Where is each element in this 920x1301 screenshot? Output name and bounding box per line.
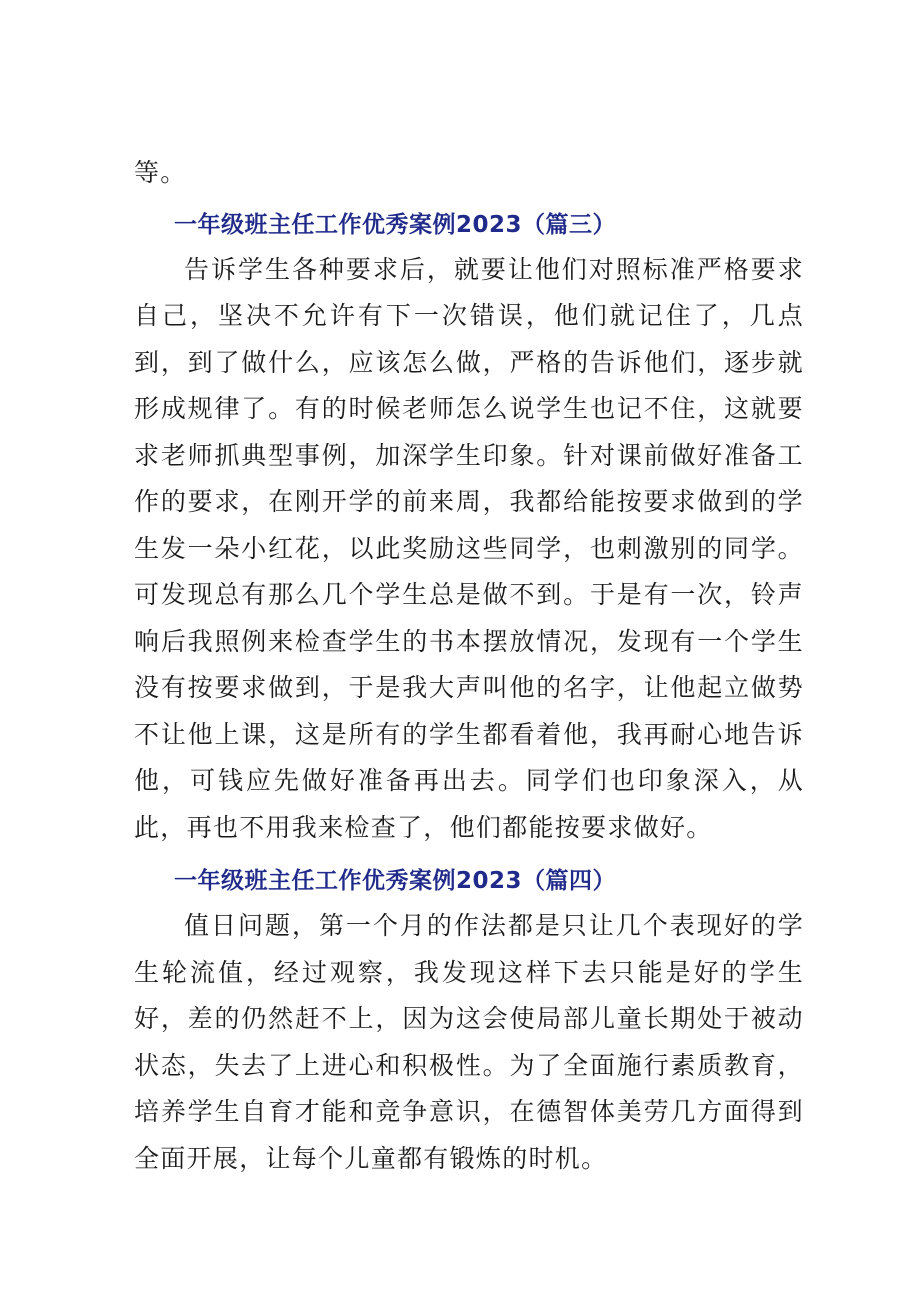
document-body: [134, 150, 804, 1182]
paragraph-fragment: 等。: [134, 158, 187, 187]
section-4-paragraph: 值日问题，第一个月的作法都是只让几个表现好的学生轮流值，经过观察，我发现这样下去只能是好的学生好，差的仍然赶不上，因为这会使局部儿童长期处于被动状态，失去了上进心和积极性。为了全面施行素质教育，培养学生自育才能和竞争意识，在德智体美劳几方面得到全面开展，让每个儿童都有锻炼的时机。: [134, 911, 804, 1173]
spacer: [134, 851, 804, 859]
section-3-paragraph: 告诉学生各种要求后，就要让他们对照标准严格要求自己，坚决不允许有下一次错误，他们就记住了，几点到，到了做什么，应该怎么做，严格的告诉他们，逐步就形成规律了。有的时候老师怎么说学生也记不住，这就要求老师抓典型事例，加深学生印象。针对课前做好准备工作的要求，在刚开学的前来周，我都给能按要求做到的学生发一朵小红花，以此奖励这些同学，也刺激别的同学。可发现总有那么几个学生总是做不到。于是有一次，铃声响后我照例来检查学生的书本摆放情况，发现有一个学生没有按要求做到，于是我大声叫他的名字，让他起立做势不让他上课，这是所有的学生都看着他，我再耐心地告诉他，可钱应先做好准备再出去。同学们也印象深入，从此，再也不用我来检查了，他们都能按要求做好。: [134, 254, 804, 842]
section-heading-3: 一年级班主任工作优秀案例2023（篇三）: [174, 211, 617, 238]
section-heading-4: 一年级班主任工作优秀案例2023（篇四）: [174, 868, 617, 894]
